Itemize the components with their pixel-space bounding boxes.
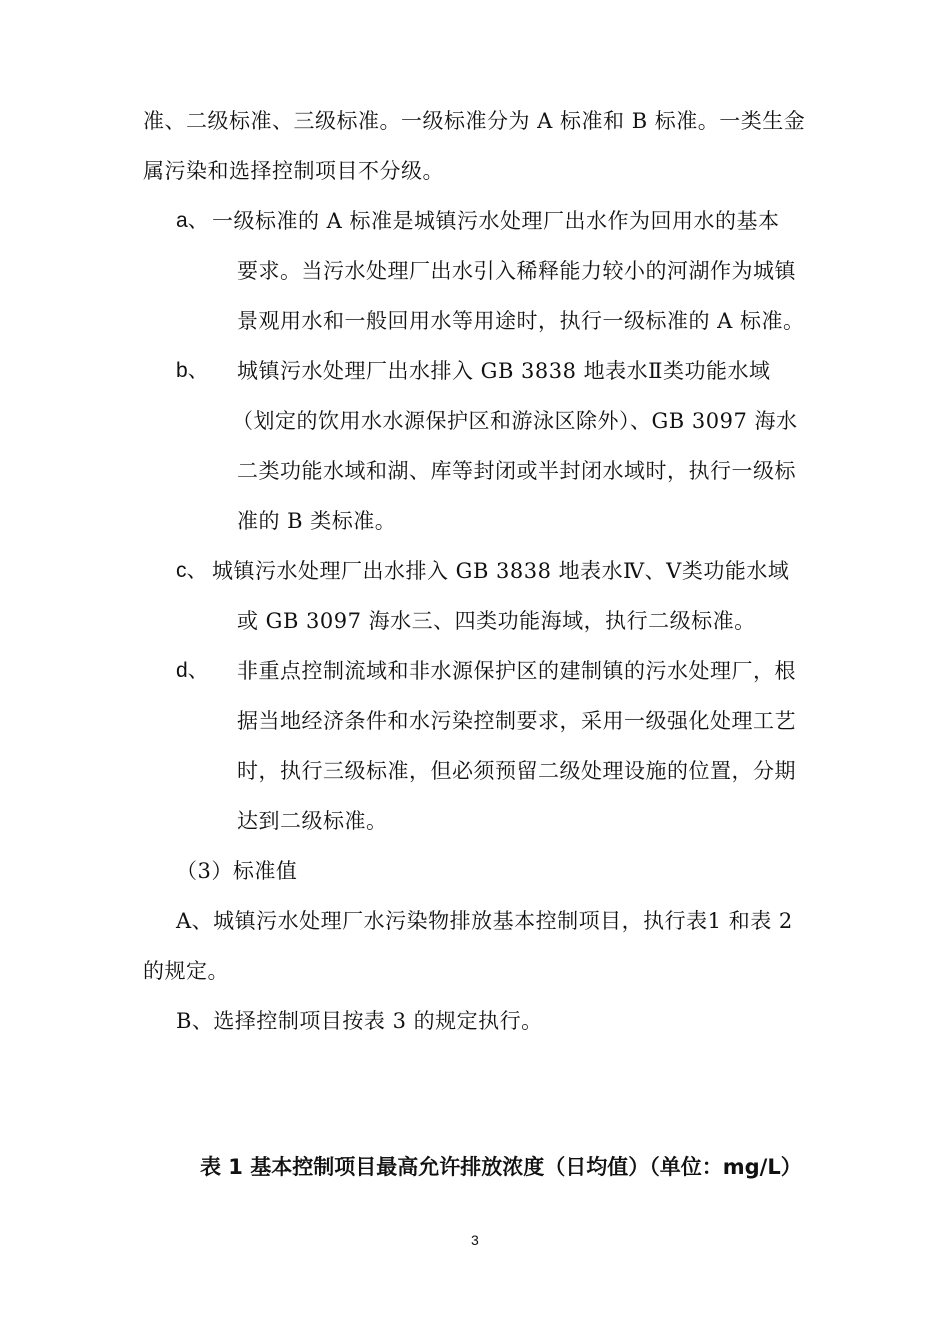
paragraph-a-line-2: 的规定。	[143, 959, 229, 983]
item-a-label: a、	[176, 209, 209, 232]
intro-line-1: 准、二级标准、三级标准。一级标准分为 A 标准和 B 标准。一类生金	[143, 109, 806, 133]
item-d-line-1: 非重点控制流域和非水源保护区的建制镇的污水处理厂，根	[237, 659, 796, 683]
item-d-line-3: 时，执行三级标准，但必须预留二级处理设施的位置，分期	[237, 759, 796, 783]
item-c-label: c、	[176, 559, 208, 582]
item-a-line-1: 一级标准的 A 标准是城镇污水处理厂出水作为回用水的基本	[212, 209, 780, 233]
page-number: 3	[471, 1232, 479, 1248]
item-a-line-3: 景观用水和一般回用水等用途时，执行一级标准的 A 标准。	[237, 309, 805, 333]
item-c-line-2: 或 GB 3097 海水三、四类功能海域，执行二级标准。	[237, 609, 756, 633]
item-d-line-4: 达到二级标准。	[237, 809, 388, 833]
item-d-label: d、	[176, 659, 209, 682]
intro-line-2: 属污染和选择控制项目不分级。	[143, 159, 444, 183]
item-b-line-4: 准的 B 类标准。	[237, 509, 397, 533]
item-b-line-3: 二类功能水域和湖、库等封闭或半封闭水域时，执行一级标	[237, 459, 796, 483]
paragraph-b: B、选择控制项目按表 3 的规定执行。	[176, 1009, 543, 1033]
item-b-line-2: （划定的饮用水水源保护区和游泳区除外）、GB 3097 海水	[232, 409, 798, 433]
item-a-line-2: 要求。当污水处理厂出水引入稀释能力较小的河湖作为城镇	[237, 259, 796, 283]
item-b-line-1: 城镇污水处理厂出水排入 GB 3838 地表水Ⅱ类功能水域	[237, 359, 771, 383]
section-heading: （3）标准值	[176, 859, 298, 883]
item-b-label: b、	[176, 359, 209, 382]
item-c-line-1: 城镇污水处理厂出水排入 GB 3838 地表水Ⅳ、Ⅴ类功能水域	[212, 559, 790, 583]
item-d-line-2: 据当地经济条件和水污染控制要求，采用一级强化处理工艺	[237, 709, 796, 733]
table-title: 表 1 基本控制项目最高允许排放浓度（日均值）（单位：mg/L）	[200, 1155, 802, 1179]
paragraph-a-line-1: A、城镇污水处理厂水污染物排放基本控制项目，执行表1 和表 2	[176, 909, 793, 933]
